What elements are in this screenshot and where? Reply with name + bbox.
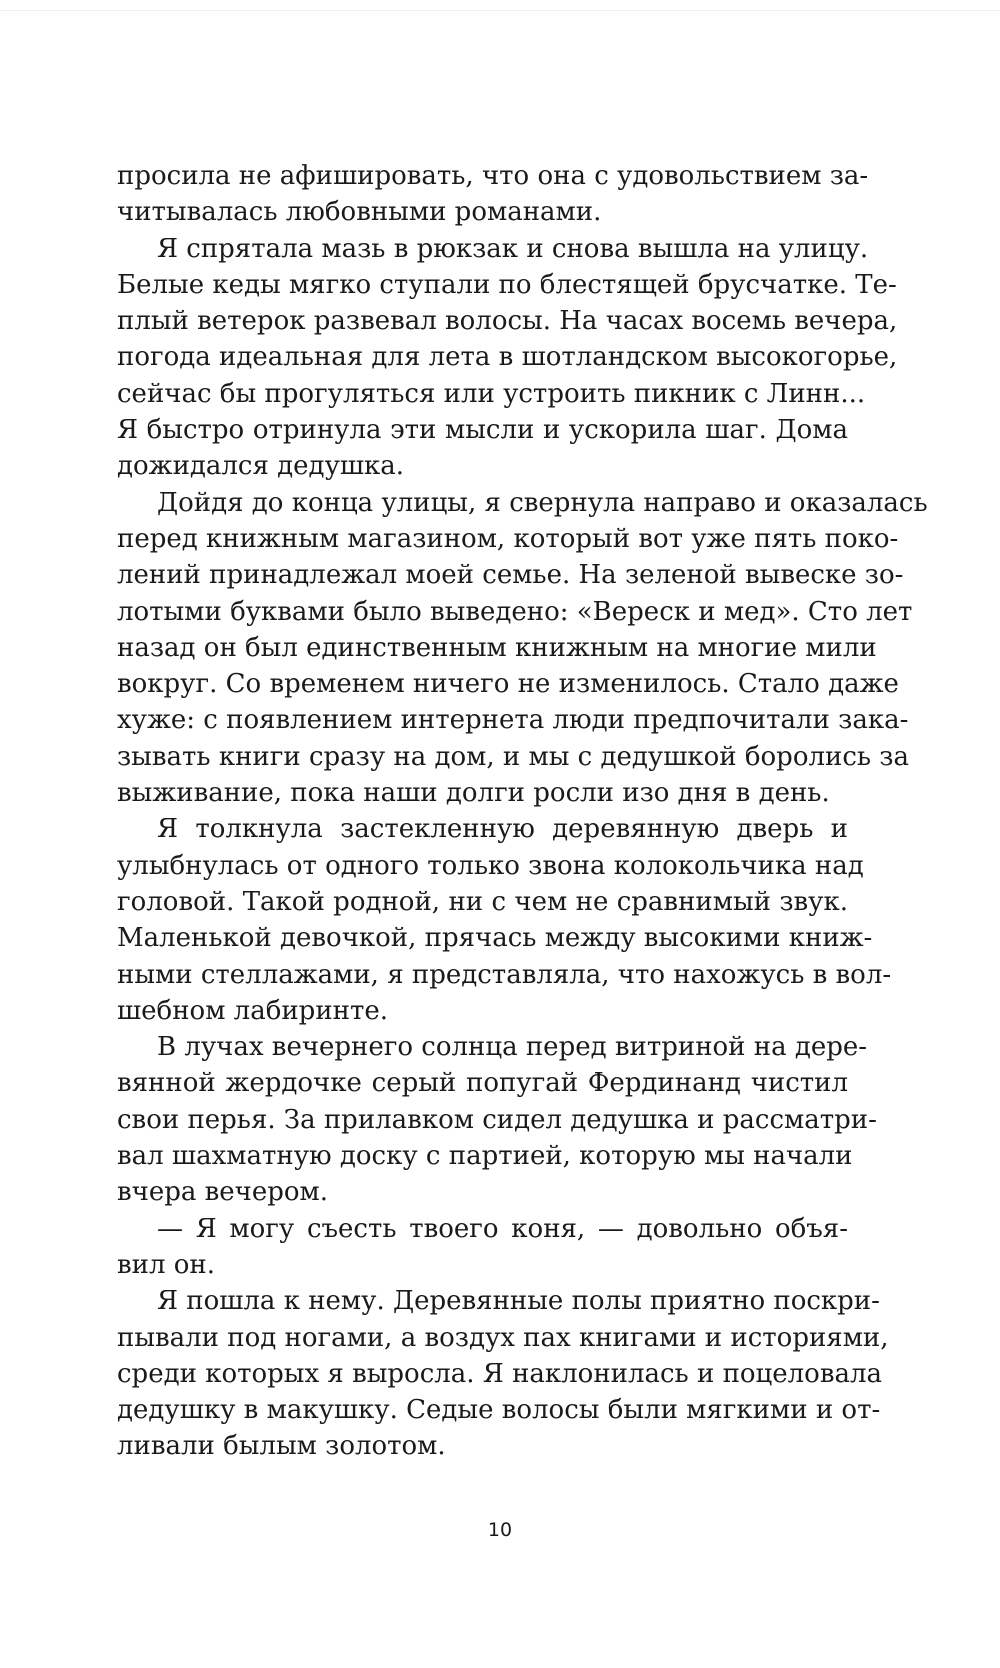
- text-line: шебном лабиринте.: [117, 995, 389, 1026]
- text-line: лений принадлежал моей семье. На зеленой вывеске зо-: [117, 560, 904, 591]
- text-line: пывали под ногами, а воздух пах книгами и историями,: [117, 1322, 889, 1353]
- paragraph: [117, 231, 898, 485]
- paragraph: [117, 1211, 848, 1284]
- text-line: В лучах вечернего солнца перед витриной на дере-: [157, 1032, 868, 1063]
- paragraph: [117, 811, 892, 1029]
- paragraph: [117, 158, 869, 231]
- page-number: 10: [487, 1519, 513, 1541]
- text-line: вчера вечером.: [117, 1177, 329, 1208]
- text-line: — Я могу съесть твоего коня, — довольно объя-: [157, 1213, 848, 1244]
- page-top-edge: [0, 0, 1000, 11]
- text-line: Дойдя до конца улицы, я свернула направо и оказалась: [157, 487, 928, 518]
- text-line: ливали былым золотом.: [117, 1431, 446, 1462]
- text-line: Я толкнула застекленную деревянную дверь и: [157, 814, 848, 845]
- paragraph: [117, 1283, 889, 1464]
- body-text: [117, 158, 928, 1465]
- paragraph: [117, 485, 928, 812]
- text-line: Я спрятала мазь в рюкзак и снова вышла на улицу.: [157, 233, 869, 264]
- text-line: выживание, пока наши долги росли изо дня в день.: [117, 778, 830, 809]
- text-line: дожидался дедушка.: [117, 451, 405, 482]
- text-line: вокруг. Со временем ничего не изменилось. Стало даже: [117, 669, 899, 700]
- text-line: Я пошла к нему. Деревянные полы приятно поскри-: [157, 1286, 880, 1317]
- text-line: лотыми буквами было выведено: «Вереск и мед». Сто лет: [117, 596, 913, 627]
- text-line: перед книжным магазином, который вот уже пять поко-: [117, 523, 899, 554]
- text-line: дедушку в макушку. Седые волосы были мягкими и от-: [117, 1395, 881, 1426]
- text-line: вал шахматную доску с партией, которую мы начали: [117, 1141, 853, 1172]
- text-line: вянной жердочке серый попугай Фердинанд чистил: [117, 1068, 848, 1099]
- text-line: хуже: с появлением интернета люди предпочитали зака-: [117, 705, 909, 736]
- text-line: сейчас бы прогуляться или устроить пикник с Линн...: [117, 378, 866, 409]
- text-line: вил он.: [117, 1249, 215, 1280]
- text-line: свои перья. За прилавком сидел дедушка и рассматри-: [117, 1104, 877, 1135]
- text-line: Маленькой девочкой, прячась между высокими книж-: [117, 923, 873, 954]
- text-line: Белые кеды мягко ступали по блестящей брусчатке. Те-: [117, 269, 897, 300]
- text-line: плый ветерок развевал волосы. На часах восемь вечера,: [117, 306, 898, 337]
- text-line: назад он был единственным книжным на многие мили: [117, 632, 877, 663]
- text-line: погода идеальная для лета в шотландском высокогорье,: [117, 342, 898, 373]
- text-line: ными стеллажами, я представляла, что нахожусь в вол-: [117, 959, 892, 990]
- text-line: головой. Такой родной, ни с чем не сравнимый звук.: [117, 886, 848, 917]
- text-line: зывать книги сразу на дом, и мы с дедушкой боролись за: [117, 741, 909, 772]
- text-line: просила не афишировать, что она с удовольствием за-: [117, 161, 869, 191]
- text-line: читывалась любовными романами.: [117, 197, 602, 228]
- text-line: Я быстро отринула эти мысли и ускорила шаг. Дома: [117, 415, 848, 446]
- text-line: улыбнулась от одного только звона колокольчика над: [117, 850, 864, 881]
- paragraph: [117, 1029, 877, 1210]
- text-line: среди которых я выросла. Я наклонилась и поцеловала: [117, 1358, 882, 1389]
